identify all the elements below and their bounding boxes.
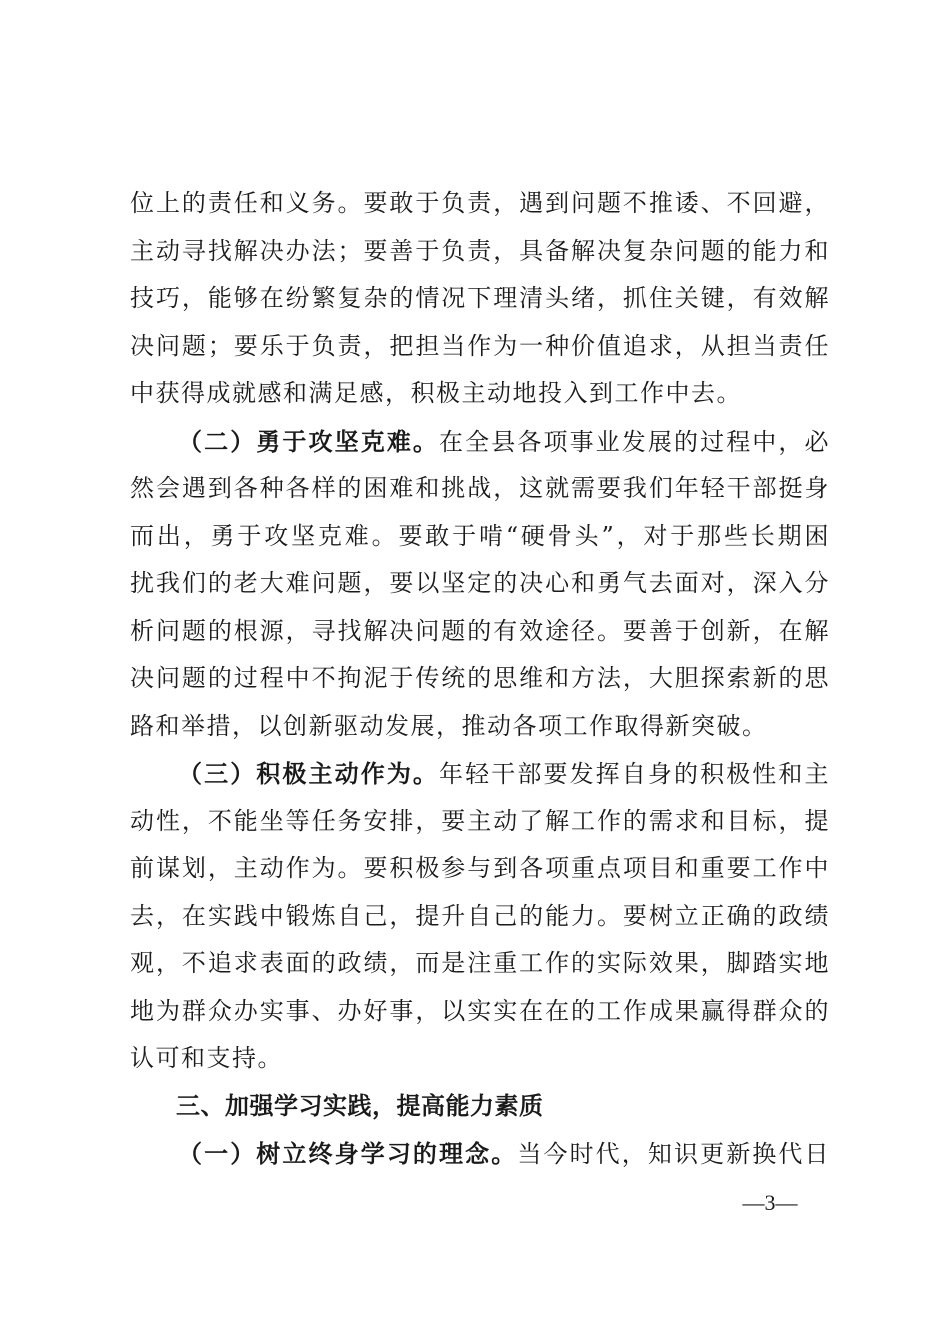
text-line — [130, 1130, 830, 1178]
paragraph-title: （二）勇于攻坚克难。 — [178, 426, 440, 456]
text-line: 析问题的根源，寻找解决问题的有效途径。要善于创新，在解 — [130, 616, 830, 645]
text-line: 认可和支持。 — [130, 1044, 283, 1072]
text-line: 动性，不能坐等任务安排，要主动了解工作的需求和目标，提 — [130, 806, 830, 835]
text-line: 技巧，能够在纷繁复杂的情况下理清头绪，抓住关键，有效解 — [130, 284, 830, 312]
text-line: 去，在实践中锻炼自己，提升自己的能力。要树立正确的政绩 — [130, 901, 830, 930]
document-body — [130, 180, 830, 1178]
text-line — [130, 418, 830, 466]
text-line: 主动寻找解决办法；要善于负责，具备解决复杂问题的能力和 — [130, 236, 830, 265]
text-line: 中获得成就感和满足感，积极主动地投入到工作中去。 — [130, 379, 742, 407]
text-line: 决问题；要乐于负责，把担当作为一种价值追求，从担当责任 — [130, 331, 830, 360]
paragraph-3 — [130, 750, 830, 1083]
section-heading: 三、加强学习实践，提高能力素质 — [176, 1091, 544, 1120]
text-line: 观，不追求表面的政绩，而是注重工作的实际效果，脚踏实地 — [130, 949, 830, 977]
text-run: 在全县各项事业发展的过程中，必 — [439, 427, 831, 456]
text-line: 地为群众办实事、办好事，以实实在在的工作成果赢得群众的 — [130, 996, 830, 1025]
text-line: 然会遇到各种各样的困难和挑战，这就需要我们年轻干部挺身 — [130, 474, 830, 502]
text-line: 决问题的过程中不拘泥于传统的思维和方法，大胆探索新的思 — [130, 664, 830, 692]
text-line: 位上的责任和义务。要敢于负责，遇到问题不推诿、不回避， — [130, 189, 830, 217]
text-line: 而出，勇于攻坚克难。要敢于啃“硬骨头”，对于那些长期困 — [130, 521, 830, 550]
text-line: 前谋划，主动作为。要积极参与到各项重点项目和重要工作中 — [130, 854, 830, 882]
text-line — [130, 750, 830, 798]
paragraph-title: （三）积极主动作为。 — [178, 759, 440, 788]
paragraph-1 — [130, 180, 830, 418]
text-run: 年轻干部要发挥自身的积极性和主 — [439, 760, 831, 788]
text-line: 扰我们的老大难问题，要以坚定的决心和勇气去面对，深入分 — [130, 569, 830, 597]
text-run: 当今时代，知识更新换代日 — [517, 1140, 831, 1168]
paragraph-2 — [130, 418, 830, 751]
paragraph-title: （一）树立终身学习的理念。 — [178, 1139, 518, 1168]
text-line: 路和举措，以创新驱动发展，推动各项工作取得新突破。 — [130, 711, 768, 740]
paragraph-4 — [130, 1130, 830, 1178]
page-number: —3— — [742, 1190, 798, 1215]
